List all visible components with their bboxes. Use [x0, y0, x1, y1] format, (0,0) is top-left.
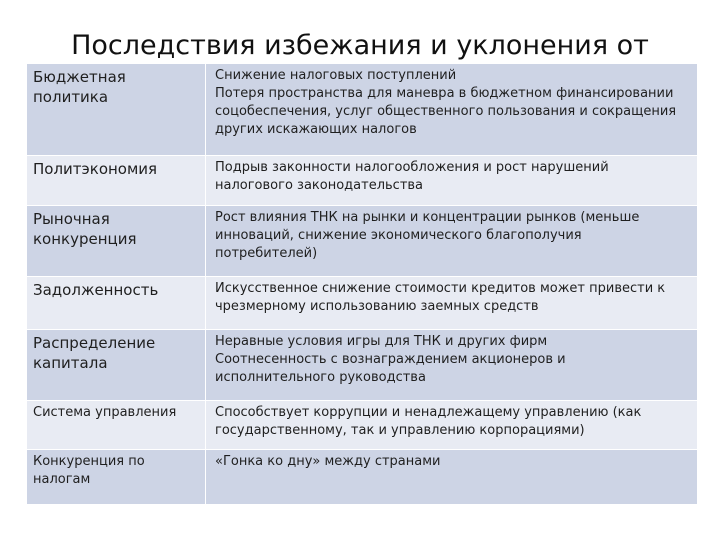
row-label-cell [27, 206, 206, 276]
table-row [27, 156, 697, 206]
row-label-cell [27, 450, 206, 504]
table-row [27, 277, 697, 330]
row-value: Подрыв законности налогообложения и рост нарушений налогового законодательства [215, 160, 609, 193]
row-value-cell [206, 156, 697, 205]
row-value: Искусственное снижение стоимости кредитов может привести к чрезмерному использованию заемных средств [215, 281, 666, 314]
row-value: Рост влияния ТНК на рынки и концентрации рынков (меньше инноваций, снижение экономического благополучия потребителей) [215, 210, 640, 261]
row-value-cell [206, 64, 697, 155]
table-row [27, 450, 697, 505]
row-label-cell [27, 64, 206, 155]
row-label: Рыночная конкуренция [33, 210, 137, 248]
table-row [27, 206, 697, 277]
row-value: Способствует коррупции и ненадлежащему управлению (как государственному, так и управлению корпорациями) [215, 405, 642, 438]
row-label-cell [27, 277, 206, 329]
row-value: Неравные условия игры для ТНК и других фирм [215, 334, 548, 349]
row-label-cell [27, 156, 206, 205]
row-value: Снижение налоговых поступлений [215, 68, 457, 83]
row-value-cell [206, 206, 697, 276]
table-row [27, 330, 697, 401]
row-label: Политэкономия [33, 160, 158, 178]
row-value-cell [206, 401, 697, 449]
row-value: «Гонка ко дну» между странами [215, 454, 441, 469]
row-label-cell [27, 401, 206, 449]
row-label: Бюджетная политика [33, 68, 126, 106]
row-value-cell [206, 277, 697, 329]
slide-title: Последствия избежания и уклонения от [71, 30, 649, 61]
row-label: Распределение капитала [33, 334, 156, 372]
row-value: Соотнесенность с вознаграждением акционеров и исполнительного руководства [215, 352, 566, 385]
row-value: Потеря пространства для маневра в бюджетном финансировании соцобеспечения, услуг общественного пользования и сокращения других искажающих налогов [215, 86, 677, 137]
row-label-cell [27, 330, 206, 400]
row-label: Задолженность [33, 281, 159, 299]
row-value-cell [206, 450, 697, 504]
table-row [27, 401, 697, 450]
table-row [27, 64, 697, 156]
row-label: Конкуренция по налогам [33, 454, 145, 487]
consequences-table [27, 64, 697, 505]
row-value-cell [206, 330, 697, 400]
row-label: Система управления [33, 405, 177, 420]
